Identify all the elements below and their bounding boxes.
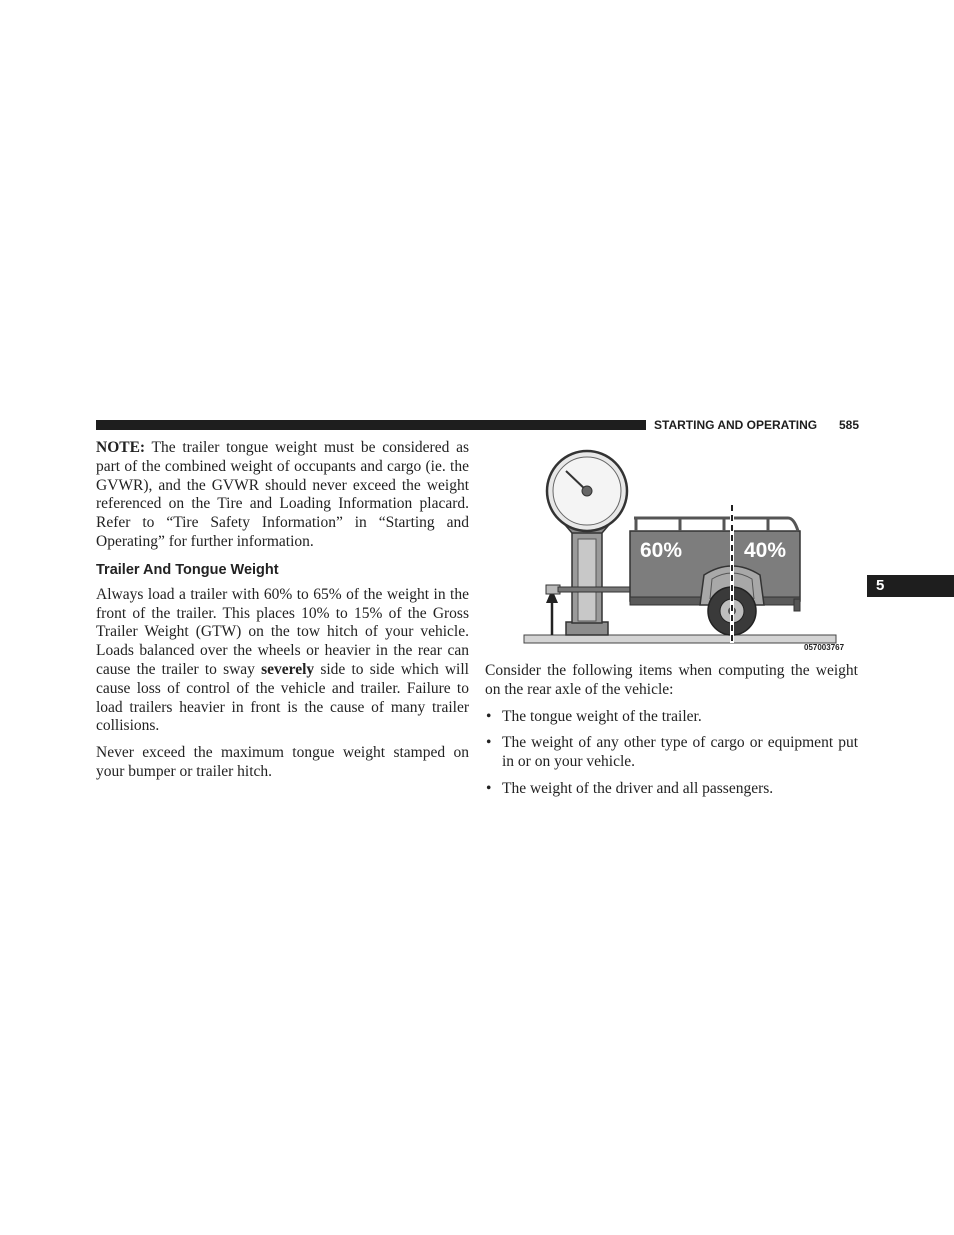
list-item	[485, 708, 858, 727]
bullet-icon: •	[486, 734, 492, 752]
list-item-text: The weight of the driver and all passengers.	[502, 779, 774, 797]
note-paragraph	[96, 439, 469, 552]
loading-text-start: Always load a trailer with 60% to 65% of the weight in the front of the trailer. This places 10% to 15% of the Gross Trailer Weight (GTW) on the tow hitch of your vehicle. Loads balanced over the wheels or heavier in the rear can cause the trailer to sway	[96, 585, 469, 678]
loading-text-end: side to side which will cause loss of control of the vehicle and trailer. Failure to load trailers heavier in front is the cause of many trailer collisions.	[96, 660, 469, 735]
loading-text-bold: severely	[261, 660, 315, 678]
note-label: NOTE:	[96, 439, 146, 456]
left-column	[96, 439, 469, 790]
page-number: 585	[838, 418, 859, 432]
section-heading: Trailer And Tongue Weight	[96, 561, 279, 578]
rear-axle-intro: Consider the following items when computing the weight on the rear axle of the vehicle:	[485, 662, 858, 698]
loading-paragraph	[96, 586, 469, 736]
trailer-rear-stand	[794, 599, 800, 611]
rear-weight-label: 40%	[744, 539, 787, 562]
list-item	[485, 734, 858, 772]
ground-platform	[524, 635, 836, 643]
section-title: STARTING AND OPERATING	[654, 418, 818, 432]
scale-gauge-hub	[582, 486, 592, 496]
trailer-tongue	[558, 587, 632, 592]
list-item-text: The weight of any other type of cargo or equipment put in or on your vehicle.	[502, 734, 858, 771]
scale-base	[566, 622, 608, 635]
note-text: The trailer tongue weight must be considered as part of the combined weight of occupants and cargo (ie. the GVWR), and the GVWR should never exceed the weight referenced on the Tire and Loading Information placard. Refer to “Tire Safety Information” in “Starting and Operating” for further information.	[96, 439, 469, 550]
tongue-weight-paragraph: Never exceed the maximum tongue weight stamped on your bumper or trailer hitch.	[96, 744, 469, 780]
list-item-text: The tongue weight of the trailer.	[502, 707, 702, 725]
running-header	[654, 417, 859, 433]
rear-axle-list	[485, 708, 858, 799]
right-column	[485, 662, 858, 807]
front-weight-label: 60%	[640, 539, 683, 562]
chapter-tab: 5	[867, 575, 954, 597]
list-item	[485, 780, 858, 799]
bullet-icon: •	[486, 779, 492, 797]
bullet-icon: •	[486, 707, 492, 725]
scale-post-panel	[578, 539, 596, 621]
header-rule	[96, 420, 646, 430]
trailer-weight-illustration	[506, 439, 858, 657]
figure-code: 057003767	[804, 643, 845, 652]
